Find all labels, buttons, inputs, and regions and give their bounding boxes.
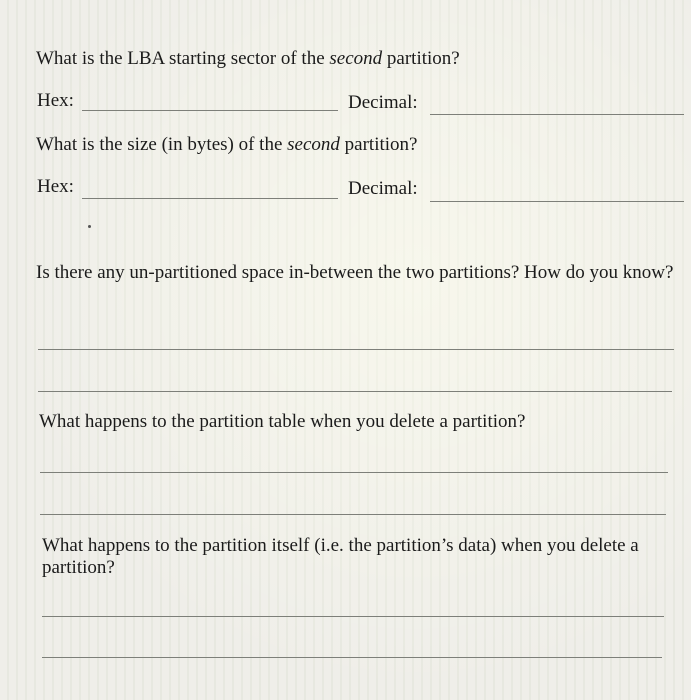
answer-line[interactable] — [38, 391, 672, 392]
decimal-label: Decimal: — [348, 178, 418, 199]
decimal-label: Decimal: — [348, 92, 418, 113]
hex-label: Hex: — [37, 176, 74, 197]
question-unpartitioned-space: Is there any un-partitioned space in-between the two partitions? How do you know? — [36, 262, 674, 283]
answer-line[interactable] — [40, 472, 668, 473]
question-lba-start: What is the LBA starting sector of the second partition? — [36, 48, 460, 69]
answer-line[interactable] — [40, 514, 666, 515]
question-partition-size: What is the size (in bytes) of the second partition? — [36, 134, 418, 155]
answer-line[interactable] — [42, 616, 664, 617]
decimal-answer-line[interactable] — [430, 114, 684, 115]
question-partition-data: What happens to the partition itself (i.e. the partition’s data) when you delete a partition? — [42, 535, 639, 578]
stray-mark — [88, 225, 91, 228]
answer-line[interactable] — [38, 349, 674, 350]
hex-label: Hex: — [37, 90, 74, 111]
answer-line[interactable] — [42, 657, 662, 658]
decimal-answer-line[interactable] — [430, 201, 684, 202]
question-partition-table: What happens to the partition table when you delete a partition? — [39, 411, 526, 432]
hex-answer-line[interactable] — [82, 110, 338, 111]
hex-answer-line[interactable] — [82, 198, 338, 199]
